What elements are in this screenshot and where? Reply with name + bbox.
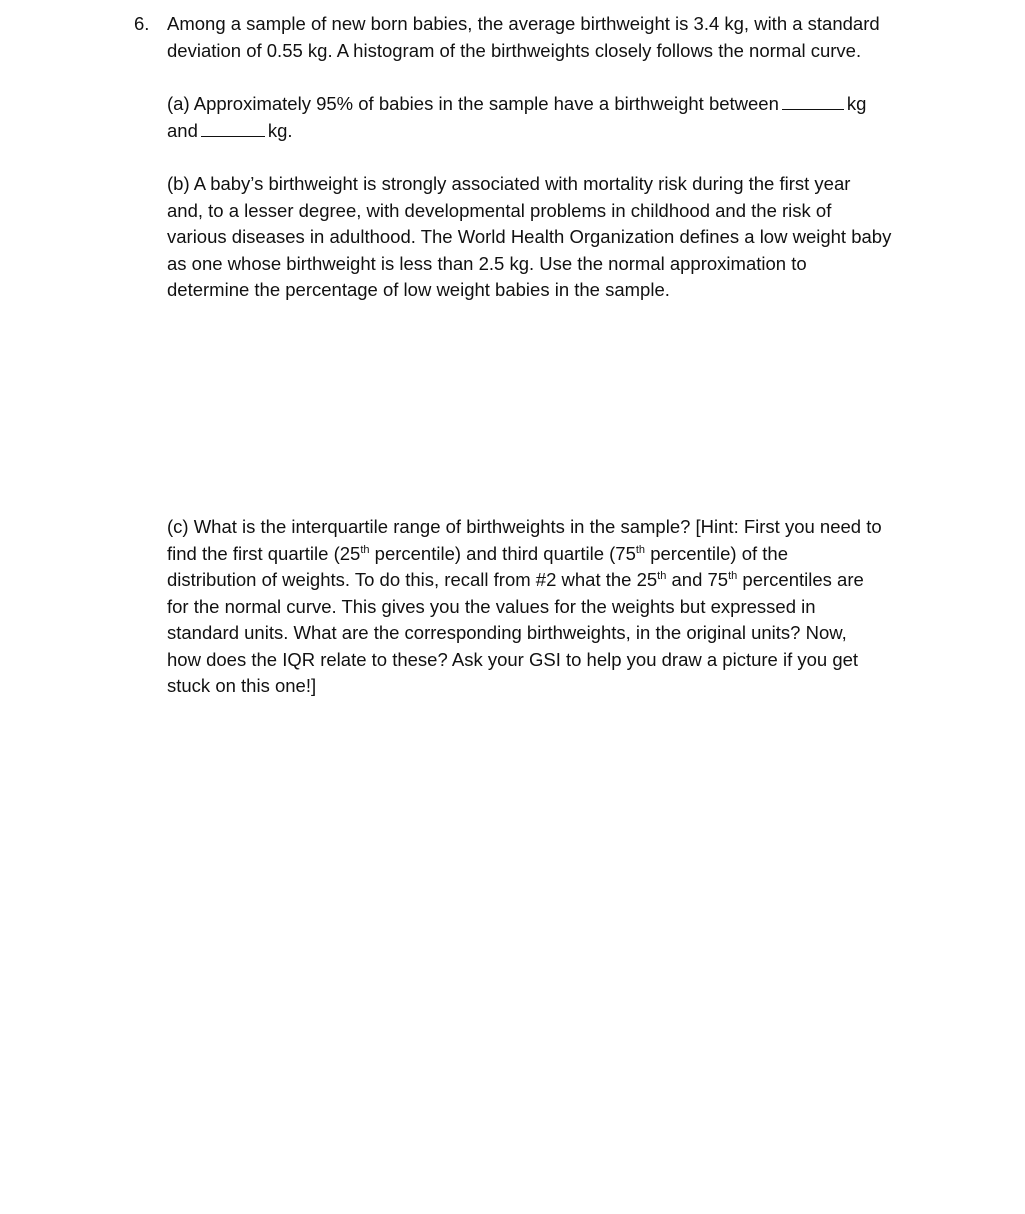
part-a-text: (a) Approximately 95% of babies in the sample have a birthweight between [167,93,779,114]
part-a-and: and [167,119,198,141]
intro-line: Among a sample of new born babies, the average birthweight is 3.4 kg, with a standard [167,13,880,34]
part-b-line: various diseases in adulthood. The World Health Organization defines a low weight baby [167,226,892,247]
part-a-unit: kg. [267,119,293,141]
answer-blank-upper [201,118,265,137]
part-c-line: for the normal curve. This gives you the values for the weights but expressed in [167,595,816,617]
intro-line: deviation of 0.55 kg. A histogram of the birthweights closely follows the normal curve. [167,39,862,61]
part-a [167,91,929,144]
part-c [167,514,962,700]
part-c-line: (c) What is the interquartile range of birthweights in the sample? [Hint: First you need to [167,516,882,537]
part-b-line: determine the percentage of low weight babies in the sample. [167,279,670,300]
part-a-unit: kg [846,93,867,114]
part-c-text: and 75 [666,569,729,590]
part-c-line: stuck on this one!] [167,675,317,696]
question-number: 6. [134,13,150,34]
part-c-line [167,567,962,594]
part-c-line [167,541,962,568]
part-c-text: percentiles are [737,569,864,590]
part-c-line: how does the IQR relate to these? Ask your GSI to help you draw a picture if you get [167,648,859,670]
superscript-th: th [360,543,370,556]
part-b-line: as one whose birthweight is less than 2.5 kg. Use the normal approximation to [167,252,807,274]
part-c-text: distribution of weights. To do this, recall from #2 what the 25 [167,569,658,590]
superscript-th: th [635,543,646,556]
answer-blank-lower [782,91,844,110]
part-c-line: standard units. What are the corresponding birthweights, in the original units? Now, [167,622,847,643]
part-c-text: find the first quartile (25 [167,542,361,564]
question-intro [167,11,954,64]
part-c-text: percentile) and third quartile (75 [369,542,636,564]
question-6 [134,11,954,696]
part-b-line: (b) A baby’s birthweight is strongly associated with mortality risk during the first year [167,173,851,194]
part-b [167,171,957,304]
superscript-th: th [728,569,738,582]
superscript-th: th [657,569,667,582]
part-b-line: and, to a lesser degree, with developmental problems in childhood and the risk of [167,199,832,221]
part-c-text: percentile) of the [645,542,789,564]
